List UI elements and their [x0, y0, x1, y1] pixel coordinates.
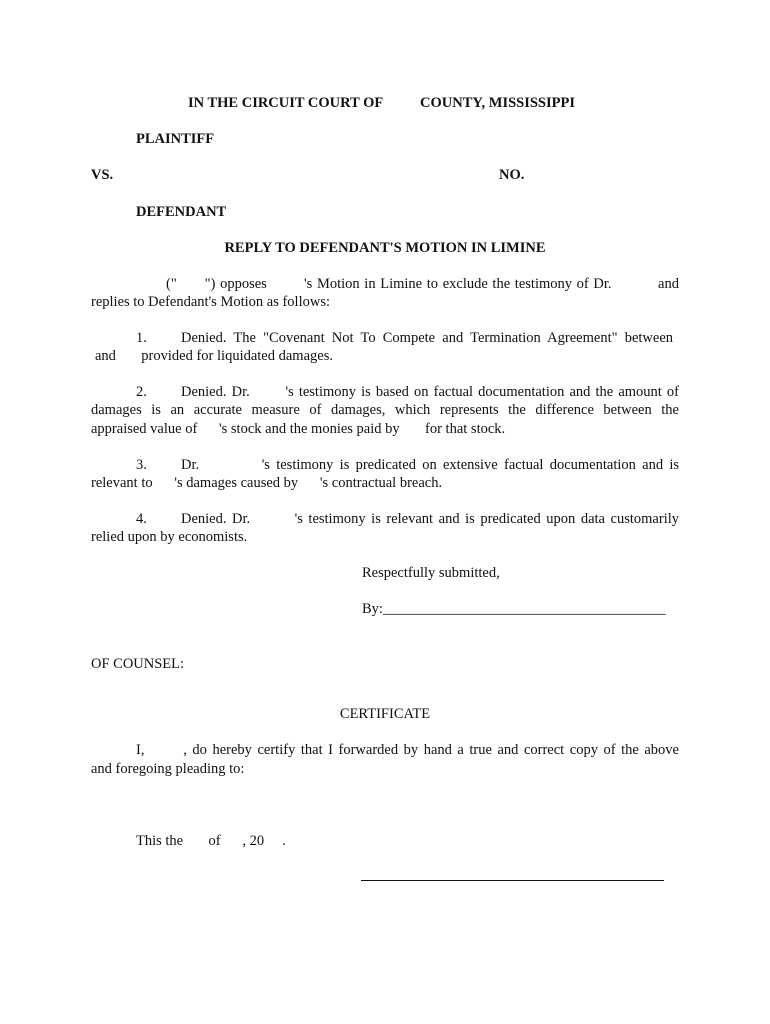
- paragraph-number: 1.: [136, 330, 147, 346]
- court-heading-left: IN THE CIRCUIT COURT OF: [188, 95, 384, 111]
- certificate-line-1: I, , do hereby certify that I forwarded by hand a true and correct copy of the above: [136, 742, 679, 758]
- certificate-heading: CERTIFICATE: [339, 706, 431, 722]
- certificate-signature-line: [361, 880, 664, 881]
- certificate-line-2: and foregoing pleading to:: [91, 761, 245, 777]
- paragraph-number: 3.: [136, 457, 147, 473]
- plaintiff-label: PLAINTIFF: [136, 131, 215, 147]
- paragraph-4-line-1: Denied. Dr. 's testimony is relevant and is predicated upon data customarily: [181, 511, 679, 527]
- court-heading-right: COUNTY, MISSISSIPPI: [420, 95, 575, 111]
- intro-line-2: replies to Defendant's Motion as follows:: [91, 294, 331, 310]
- paragraph-3-line-1: Dr. 's testimony is predicated on extensive factual documentation and is: [181, 457, 679, 473]
- versus-label: VS.: [91, 167, 114, 183]
- defendant-label: DEFENDANT: [136, 204, 227, 220]
- paragraph-4-line-2: relied upon by economists.: [91, 529, 248, 545]
- document-title: REPLY TO DEFENDANT'S MOTION IN LIMINE: [224, 240, 546, 256]
- certificate-date-line: This the of , 20 .: [136, 833, 286, 849]
- paragraph-3-line-2: relevant to 's damages caused by 's contractual breach.: [91, 475, 443, 491]
- paragraph-1-line-2: and provided for liquidated damages.: [95, 348, 333, 364]
- respectfully-submitted: Respectfully submitted,: [362, 565, 500, 581]
- of-counsel-label: OF COUNSEL:: [91, 656, 185, 672]
- case-number-label: NO.: [499, 167, 525, 183]
- paragraph-number: 4.: [136, 511, 147, 527]
- intro-line-1: (" ") opposes 's Motion in Limine to exclude the testimony of Dr. and: [166, 276, 679, 292]
- paragraph-1-line-1: Denied. The "Covenant Not To Compete and Termination Agreement" between: [181, 330, 673, 346]
- paragraph-2-line-2: damages is an accurate measure of damages, which represents the difference between the: [91, 402, 679, 418]
- paragraph-2-line-3: appraised value of 's stock and the monies paid by for that stock.: [91, 421, 506, 437]
- signature-by-line: By:_______________________________________: [362, 601, 666, 617]
- paragraph-number: 2.: [136, 384, 147, 400]
- paragraph-2-line-1: Denied. Dr. 's testimony is based on factual documentation and the amount of: [181, 384, 679, 400]
